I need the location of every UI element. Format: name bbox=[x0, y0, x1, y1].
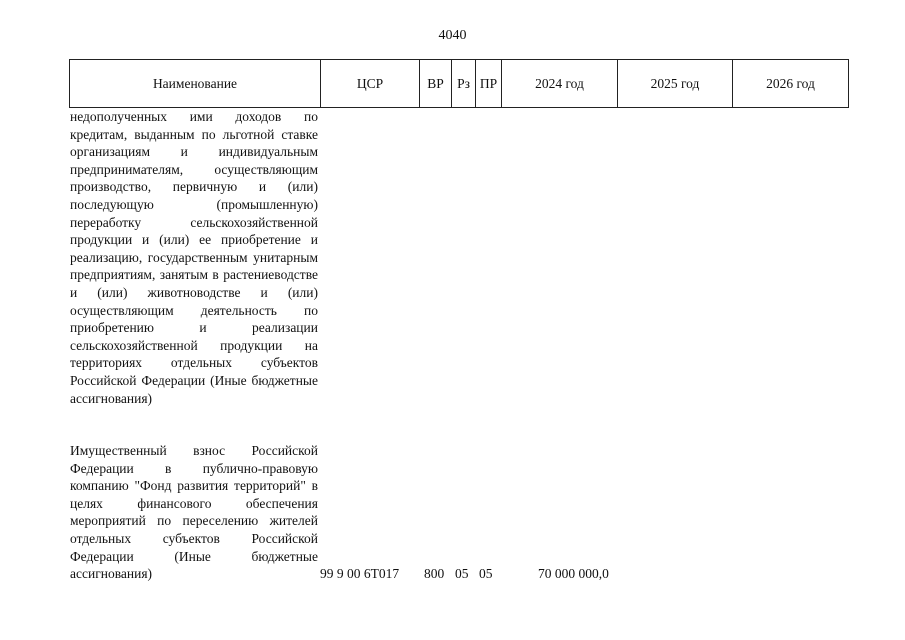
row-2-vr: 800 bbox=[424, 566, 445, 581]
row-1-name: недополученных ими доходов по кредитам, выданным по льготной ставке организациям и индивидуальным предпринимателям, осуществляющим производство, первичную и (или) последующую (промышленную) переработку сельскохозяйственной продукции и (или) ее приобретение и реализацию, государственным унитарным предприятиям, занятым в растениеводстве и (или) животноводстве и (или) осуществляющим деятельность по приобретению и реализации сельскохозяйственной продукции на территориях отдельных субъектов Российской Федерации (Иные бюджетные ассигнования) bbox=[70, 109, 318, 406]
column-header-2025: 2025 год bbox=[618, 60, 733, 108]
page-number: 4040 bbox=[438, 28, 467, 43]
row-2-name: Имущественный взнос Российской Федерации в публично-правовую компанию "Фонд развития территорий" в целях финансового обеспечения мероприятий по переселению жителей отдельных субъектов Российской Федерации (Иные бюджетные ассигнования) bbox=[70, 443, 318, 582]
row-2-rz: 05 bbox=[455, 566, 469, 581]
column-header-rz: Рз bbox=[452, 60, 476, 108]
table-header bbox=[69, 59, 849, 108]
row-2-csr: 99 9 00 6Т017 bbox=[320, 566, 400, 581]
column-header-2024: 2024 год bbox=[502, 60, 618, 108]
column-header-pr: ПР bbox=[476, 60, 502, 108]
row-2-2024: 70 000 000,0 bbox=[538, 566, 609, 581]
row-2-pr: 05 bbox=[479, 566, 493, 581]
column-header-vr: ВР bbox=[420, 60, 452, 108]
column-header-name: Наименование bbox=[70, 60, 321, 108]
column-header-2026: 2026 год bbox=[733, 60, 849, 108]
column-header-csr: ЦСР bbox=[321, 60, 420, 108]
